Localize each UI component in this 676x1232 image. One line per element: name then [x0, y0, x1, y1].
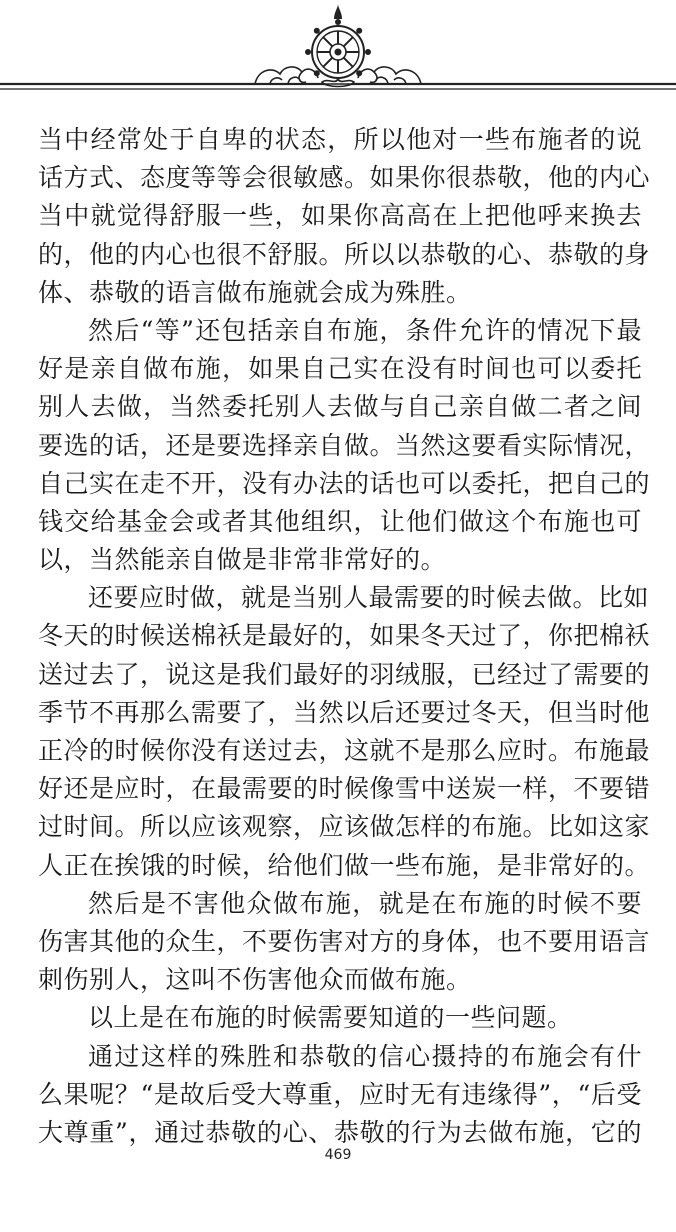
text-line: 别人去做，当然委托别人去做与自己亲自做二者之间 [38, 392, 642, 422]
text-line: 的，他的内心也很不舒服。所以以恭敬的心、恭敬的身 [38, 239, 651, 269]
dharma-wheel-icon [0, 0, 676, 110]
text-line: 通过这样的殊胜和恭敬的信心摄持的布施会有什 [88, 1041, 642, 1071]
text-line: 冬天的时候送棉袄是最好的，如果冬天过了，你把棉袄 [38, 621, 651, 651]
text-line: 然后是不害他众做布施，就是在布施的时候不要 [88, 888, 642, 918]
text-line: 么果呢？“是故后受大尊重，应时无有违缘得”，“后受 [38, 1079, 642, 1109]
text-line: 体、恭敬的语言做布施就会成为殊胜。 [38, 277, 472, 307]
text-line: 自己实在走不开，没有办法的话也可以委托，把自己的 [38, 468, 651, 498]
text-line: 季节不再那么需要了，当然以后还要过冬天，但当时他 [38, 697, 651, 727]
text-line: 好是亲自做布施，如果自己实在没有时间也可以委托 [38, 354, 642, 384]
text-line: 人正在挨饿的时候，给他们做一些布施，是非常好的。 [38, 850, 651, 880]
text-line: 要选的话，还是要选择亲自做。当然这要看实际情况， [38, 430, 651, 460]
page-number: 469 [324, 1147, 352, 1163]
text-line: 以，当然能亲自做是非常非常好的。 [38, 545, 447, 575]
text-line: 正冷的时候你没有送过去，这就不是那么应时。布施最 [38, 736, 651, 765]
text-line: 话方式、态度等等会很敏感。如果你很恭敬，他的内心 [38, 163, 651, 193]
text-line: 以上是在布施的时候需要知道的一些问题。 [88, 1003, 573, 1033]
text-line: 刺伤别人，这叫不伤害他众而做布施。 [38, 965, 472, 995]
text-line: 钱交给基金会或者其他组织，让他们做这个布施也可 [38, 506, 642, 536]
header-ornament [0, 0, 676, 110]
text-line: 送过去了，说这是我们最好的羽绒服，已经过了需要的 [38, 659, 651, 689]
text-line: 当中就觉得舒服一些，如果你高高在上把他呼来换去 [38, 201, 642, 231]
text-line: 还要应时做，就是当别人最需要的时候去做。比如 [88, 583, 650, 613]
text-line: 当中经常处于自卑的状态，所以他对一些布施者的说 [38, 125, 642, 154]
text-line: 然后“等”还包括亲自布施，条件允许的情况下最 [88, 315, 642, 345]
text-line: 过时间。所以应该观察，应该做怎样的布施。比如这家 [38, 812, 651, 842]
text-line: 伤害其他的众生，不要伤害对方的身体，也不要用语言 [38, 926, 651, 956]
text-line: 大尊重”，通过恭敬的心、恭敬的行为去做布施，它的 [38, 1117, 642, 1147]
body-text [38, 121, 651, 1152]
text-line: 好还是应时，在最需要的时候像雪中送炭一样，不要错 [38, 774, 651, 804]
